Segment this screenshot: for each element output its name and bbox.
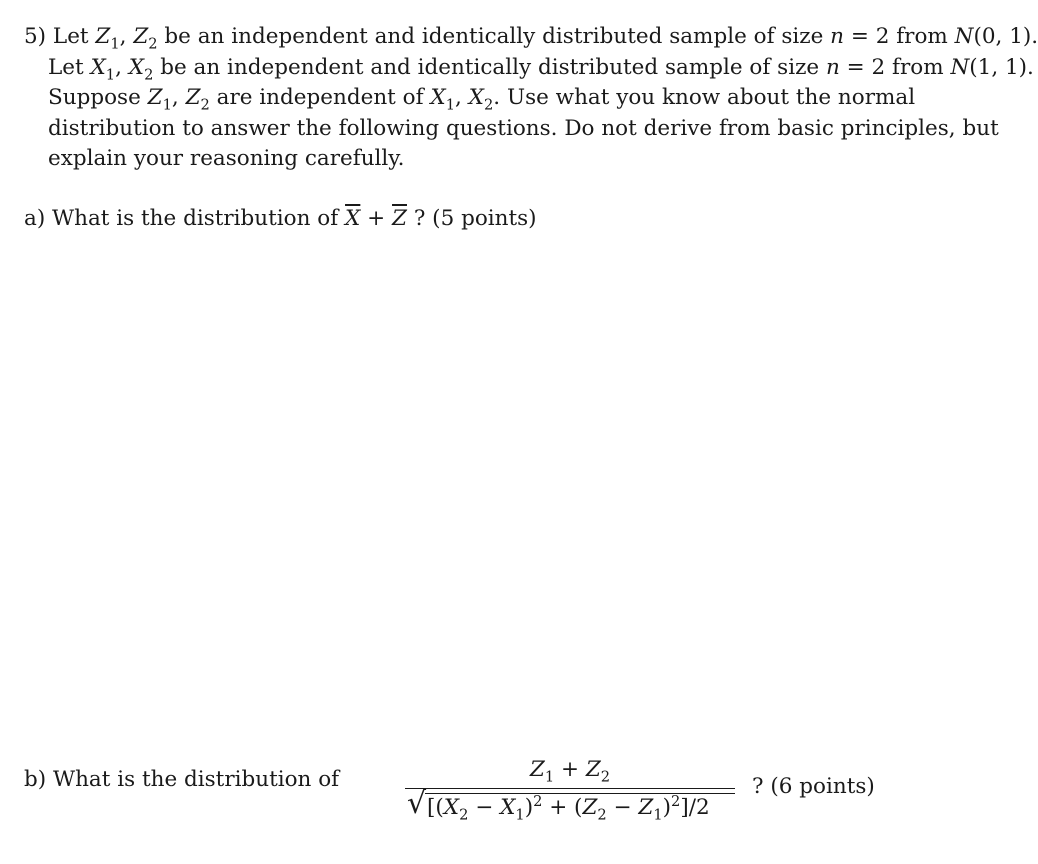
subscript: 2 [597, 806, 607, 824]
question-part-b [24, 765, 339, 795]
math-var: Z [95, 24, 111, 49]
subscript: 1 [162, 96, 172, 114]
text: + [554, 757, 586, 782]
math-var: X [90, 54, 106, 80]
subscript: 2 [200, 96, 210, 114]
fraction-bar [405, 788, 735, 789]
text: − [606, 795, 639, 820]
text: = 2 from [844, 24, 955, 49]
math-var: Z [585, 757, 601, 782]
math-var: Z [133, 24, 149, 49]
subscript: 1 [653, 806, 663, 824]
text: ? (5 points) [406, 206, 537, 231]
text: are independent of [209, 85, 431, 110]
text: (1, 1). [969, 54, 1034, 80]
math-var: Z [529, 757, 545, 782]
text: Suppose [48, 85, 148, 110]
math-var: N [950, 54, 970, 80]
text: , [119, 24, 134, 49]
superscript: 2 [533, 792, 543, 810]
text: + ( [542, 795, 583, 820]
math-var: X [500, 795, 516, 820]
subscript: 2 [483, 96, 494, 114]
math-var: X [443, 795, 460, 820]
part-b-fraction [405, 755, 735, 827]
superscript: 2 [671, 792, 681, 810]
math-var: X [430, 85, 446, 110]
sqrt-vinculum [425, 793, 735, 794]
math-var: Z [582, 795, 598, 820]
math-var: n [830, 24, 845, 49]
problem-line-4: distribution to answer the following questions. Do not derive from basic principles, but [48, 115, 999, 141]
problem-line-2 [24, 53, 1034, 84]
math-var: Z [185, 85, 201, 110]
math-var: N [954, 24, 974, 49]
fraction-numerator [405, 755, 735, 785]
text: (0, 1). [973, 24, 1038, 49]
text: + [360, 206, 393, 231]
math-var-zbar: $\overline{Z}$ [392, 206, 407, 231]
subscript: 1 [445, 96, 455, 114]
math-var: X [468, 85, 484, 110]
math-var-xbar: $\overline{X}$ [345, 206, 361, 231]
text: ]/2 [680, 795, 710, 820]
subscript: 2 [600, 768, 611, 786]
text: b) What is the distribution of [24, 767, 340, 792]
subscript: 2 [144, 65, 154, 83]
text: , [455, 85, 469, 110]
problem-line-3 [24, 83, 1014, 114]
subscript: 1 [105, 65, 116, 83]
fraction-denominator [405, 786, 735, 827]
subscript: 1 [110, 35, 120, 53]
part-b-points: ? (6 points) [752, 774, 875, 799]
problem-statement [24, 22, 1038, 175]
math-var: n [825, 54, 840, 80]
problem-number: 5) [24, 24, 47, 49]
text: = 2 from [839, 54, 951, 80]
problem-line-5: explain your reasoning carefully. [48, 146, 405, 171]
text: − [468, 795, 501, 820]
subscript: 2 [148, 35, 158, 53]
text: be an independent and identically distributed sample of size [153, 54, 826, 80]
text: a) What is the distribution of [24, 206, 346, 231]
math-var: Z [147, 85, 163, 110]
problem-line-1 [24, 22, 1038, 53]
question-part-a [24, 204, 537, 234]
text: . Use what you know about the normal [493, 85, 916, 110]
subscript: 1 [515, 806, 525, 824]
subscript: 2 [459, 806, 469, 824]
math-var: X [128, 54, 145, 80]
text: , [171, 85, 186, 110]
math-var: Z [638, 795, 654, 820]
subscript: 1 [544, 768, 555, 786]
text: [( [427, 795, 444, 820]
text: ) [524, 795, 534, 820]
sqrt-icon: √ [407, 786, 427, 821]
text: Let [52, 24, 96, 49]
text: be an independent and identically distributed sample of size [157, 24, 831, 49]
text: , [115, 54, 129, 80]
text: Let [48, 54, 91, 80]
text: ) [662, 795, 672, 820]
